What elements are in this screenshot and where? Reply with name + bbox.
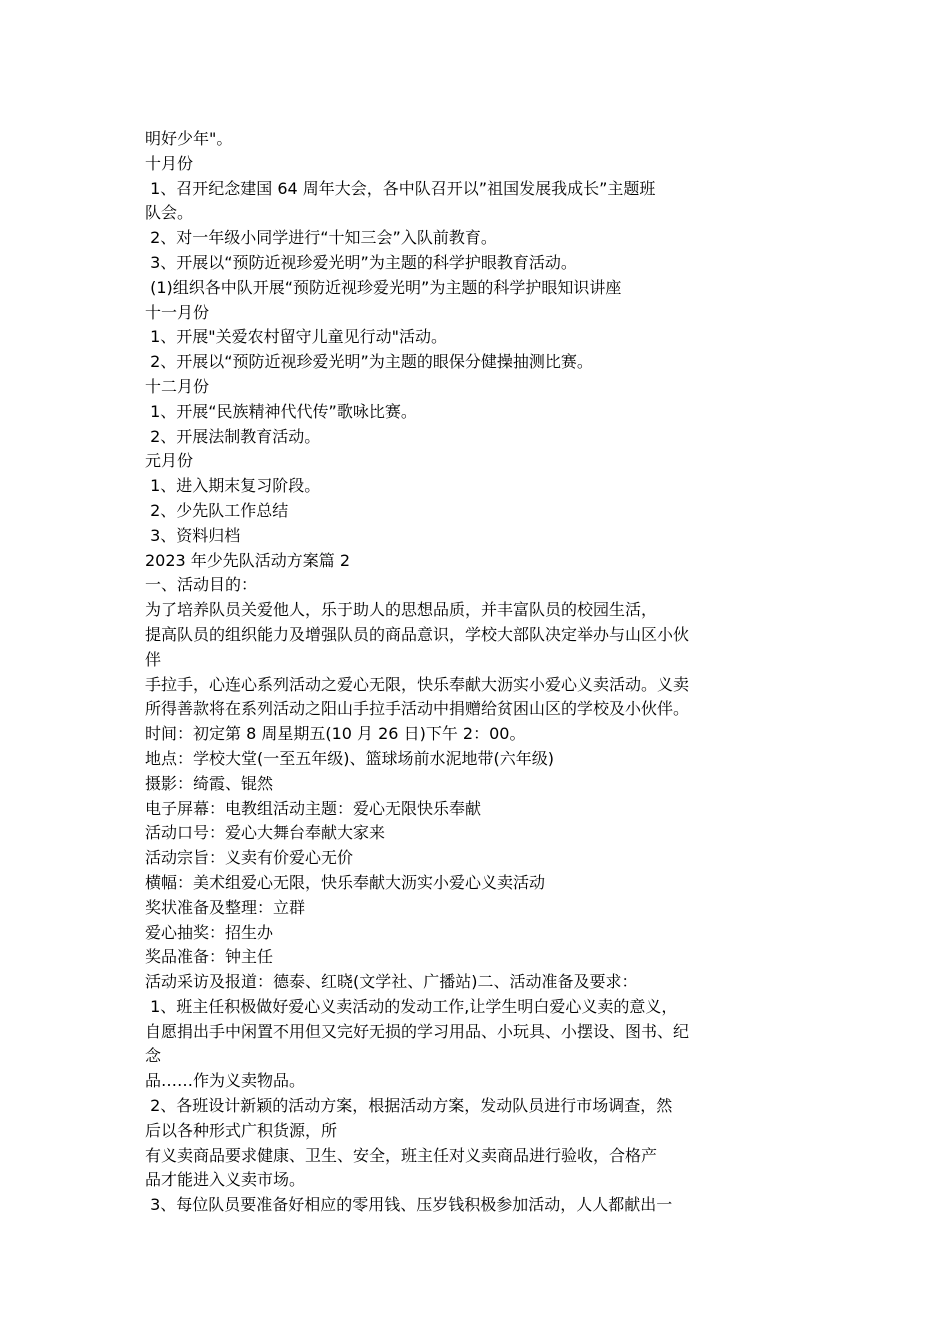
text-line: 提高队员的组织能力及增强队员的商品意识，学校大部队决定举办与山区小伙 [145, 624, 690, 644]
section-heading-october: 十月份 [145, 153, 194, 173]
text-line: 品才能进入义卖市场。 [145, 1170, 306, 1190]
text-line: 品……作为义卖物品。 [145, 1071, 306, 1091]
text-line: (1)组织各中队开展“预防近视珍爱光明”为主题的科学护眼知识讲座 [145, 277, 622, 297]
section-heading-november: 十一月份 [145, 302, 210, 322]
text-line: 活动宗旨：义卖有价爱心无价 [145, 848, 354, 868]
event-time: 时间：初定第 8 周星期五(10 月 26 日)下午 2：00。 [145, 724, 526, 744]
text-line: 活动口号：爱心大舞台奉献大家来 [145, 823, 386, 843]
text-line: 1、召开纪念建国 64 周年大会，各中队召开以”祖国发展我成长”主题班 [145, 178, 656, 198]
text-line: 1、开展“民族精神代代传”歌咏比赛。 [145, 401, 417, 421]
text-line: 摄影：绮霞、锟然 [145, 773, 274, 793]
text-line: 1、开展"关爱农村留守儿童见行动"活动。 [145, 327, 447, 347]
text-line: 念 [145, 1046, 162, 1066]
text-line: 电子屏幕：电教组活动主题：爱心无限快乐奉献 [145, 798, 482, 818]
text-line: 为了培养队员关爱他人，乐于助人的思想品质，并丰富队员的校园生活， [145, 600, 658, 620]
text-line: 3、资料归档 [145, 525, 241, 545]
text-line: 伴 [145, 649, 162, 669]
text-line: 2、少先队工作总结 [145, 500, 289, 520]
text-line: 队会。 [145, 203, 194, 223]
text-line: 有义卖商品要求健康、卫生、安全，班主任对义卖商品进行验收，合格产 [145, 1145, 658, 1165]
plan-title: 2023 年少先队活动方案篇 2 [145, 550, 351, 570]
document-body [145, 127, 825, 1218]
text-line: 后以各种形式广积货源，所 [145, 1120, 338, 1140]
text-line: 横幅：美术组爱心无限，快乐奉献大沥实小爱心义卖活动 [145, 872, 546, 892]
text-line: 奖品准备：钟主任 [145, 947, 274, 967]
section-heading-purpose: 一、活动目的： [145, 575, 258, 595]
text-line: 明好少年"。 [145, 129, 233, 148]
text-line: 活动采访及报道：德泰、红晓(文学社、广播站)二、活动准备及要求： [145, 972, 638, 992]
event-location: 地点：学校大堂(一至五年级)、篮球场前水泥地带(六年级) [145, 748, 554, 768]
text-line: 1、班主任积极做好爱心义卖活动的发动工作,让学生明白爱心义卖的意义， [145, 996, 678, 1016]
section-heading-december: 十二月份 [145, 376, 210, 396]
text-line: 自愿捐出手中闲置不用但又完好无损的学习用品、小玩具、小摆设、图书、纪 [145, 1021, 690, 1041]
text-line: 3、开展以“预防近视珍爱光明”为主题的科学护眼教育活动。 [145, 252, 577, 272]
text-line: 1、进入期末复习阶段。 [145, 476, 321, 496]
text-line: 爱心抽奖：招生办 [145, 922, 274, 942]
text-line: 所得善款将在系列活动之阳山手拉手活动中捐赠给贫困山区的学校及小伙伴。 [145, 699, 690, 719]
text-line: 2、开展以“预防近视珍爱光明”为主题的眼保分健操抽测比赛。 [145, 352, 593, 372]
section-heading-january: 元月份 [145, 451, 194, 471]
text-line: 2、各班设计新颖的活动方案，根据活动方案，发动队员进行市场调查，然 [145, 1096, 673, 1116]
text-line: 2、对一年级小同学进行“十知三会”入队前教育。 [145, 228, 497, 248]
text-line: 手拉手，心连心系列活动之爱心无限，快乐奉献大沥实小爱心义卖活动。义卖 [145, 674, 690, 694]
text-line: 3、每位队员要准备好相应的零用钱、压岁钱积极参加活动，人人都献出一 [145, 1195, 673, 1215]
text-line: 2、开展法制教育活动。 [145, 426, 321, 446]
text-line: 奖状准备及整理：立群 [145, 897, 306, 917]
